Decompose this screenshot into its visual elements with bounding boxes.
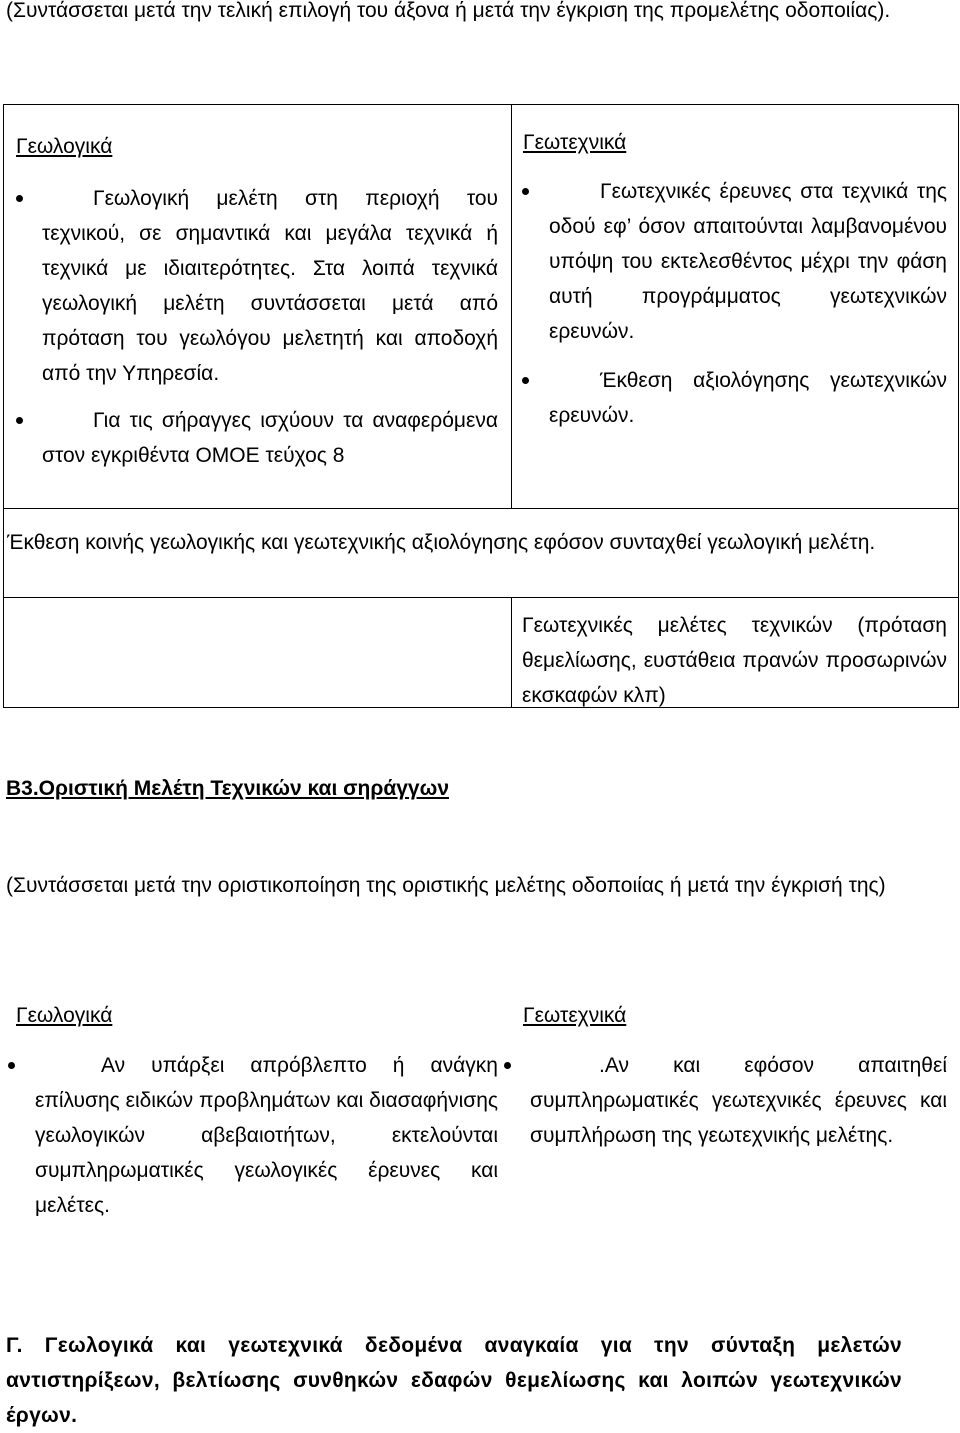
section-g-title: Γ. Γεωλογικά και γεωτεχνικά δεδομένα αναγκαία για την σύνταξη μελετών αντιστηρίξεων, βελτίωσης συνθηκών εδαφών θεμελίωσης και λοιπών γεωτεχνικών έργων. [6,1334,902,1427]
table1-left-list [16,181,498,473]
intro-paragraph: (Συντάσσεται μετά την τελική επιλογή του άξονα ή μετά την έγκριση της προμελέτης οδοποιίας). [6,0,891,22]
list-item: .Αν και εφόσον απαιτηθεί συμπληρωματικές γεωτεχνικές έρευνες και συμπλήρωση της γεωτεχνικής μελέτης. [504,1048,947,1153]
table2-right-heading: Γεωτεχνικά [523,1004,627,1027]
bullet-icon [16,195,23,202]
bullet-icon [504,1062,511,1069]
table1-bottom-right-cell: Γεωτεχνικές μελέτες τεχνικών (πρόταση θεμελίωσης, ευστάθεια πρανών προσωρινών εκσκαφών κλπ) [522,614,947,707]
table2-left-heading: Γεωλογικά [16,1004,113,1027]
table1-right-heading: Γεωτεχνικά [523,131,627,154]
table2-right-list [504,1048,947,1153]
table1-right-border [958,104,959,708]
table2-left-list [8,1048,498,1223]
list-item: Αν υπάρξει απρόβλεπτο ή ανάγκη επίλυσης ειδικών προβλημάτων και διασαφήνισης γεωλογικών αβεβαιοτήτων, εκτελούνται συμπληρωματικές γεωλογικές έρευνες και μελέτες. [8,1048,498,1223]
bullet-icon [522,377,529,384]
table1-left-heading: Γεωλογικά [16,135,113,158]
list-item: Γεωλογική μελέτη στη περιοχή του τεχνικού, σε σημαντικά και μεγάλα τεχνικά ή τεχνικά με ιδιαιτερότητες. Στα λοιπά τεχνικά γεωλογική μελέτη συντάσσεται μετά από πρόταση του γεωλόγου μελετητή και αποδοχή από την Υπηρεσία. [16,181,498,391]
bullet-icon [16,417,23,424]
table1-col-divider-bottom [511,597,512,708]
table1-row-divider-2 [3,597,959,598]
list-item: Για τις σήραγγες ισχύουν τα αναφερόμενα στον εγκριθέντα ΟΜΟΕ τεύχος 8 [16,403,498,473]
bullet-icon [522,188,529,195]
section-b3-note: (Συντάσσεται μετά την οριστικοποίηση της οριστικής μελέτης οδοποιίας ή μετά την έγκρισή της) [6,874,886,897]
table1-merged-row: Έκθεση κοινής γεωλογικής και γεωτεχνικής αξιολόγησης εφόσον συνταχθεί γεωλογική μελέτη. [7,531,876,554]
table1-left-border [3,104,4,708]
table1-col-divider-top [511,104,512,509]
section-b3-title: Β3.Οριστική Μελέτη Τεχνικών και σηράγγων [6,777,449,800]
table1-right-list [522,174,947,433]
list-item: Έκθεση αξιολόγησης γεωτεχνικών ερευνών. [522,363,947,433]
list-item: Γεωτεχνικές έρευνες στα τεχνικά της οδού εφ’ όσον απαιτούνται λαμβανομένου υπόψη του εκτελεσθέντος μέχρι την φάση αυτή προγράμματος γεωτεχνικών ερευνών. [522,174,947,349]
table1-row-divider-1 [3,508,959,509]
table1-top-border [3,104,959,105]
bullet-icon [8,1062,15,1069]
